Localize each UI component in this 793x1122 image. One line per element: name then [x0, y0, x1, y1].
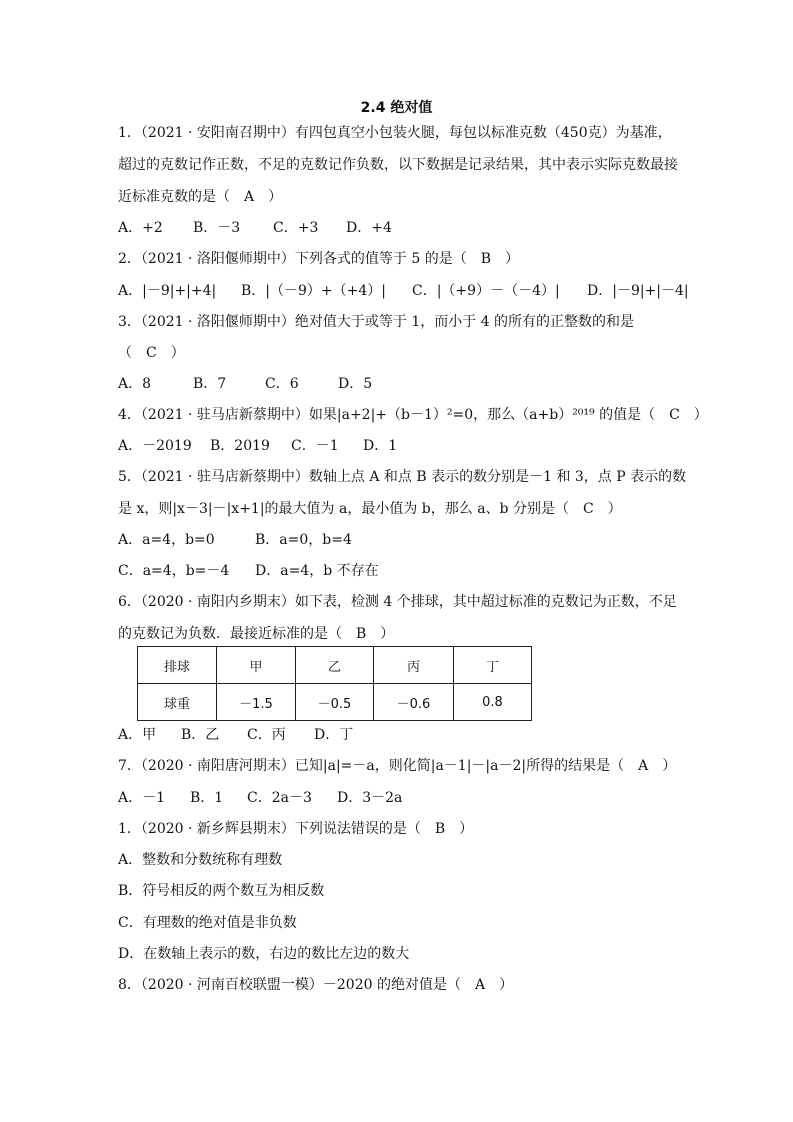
q1-line2: 超过的克数记作正数，不足的克数记作负数，以下数据是记录结果，其中表示实际克数最接: [118, 157, 678, 173]
q2-option-c: C．|（+9）－（－4）|: [412, 283, 560, 299]
q7-option-b: B．1: [190, 790, 224, 806]
q6-line1: 6．（2020 · 南阳内乡期末）如下表，检测 4 个排球，其中超过标准的克数记为正数，不足: [118, 594, 677, 610]
q6-option-b: B．乙: [181, 727, 220, 743]
q5-line1: 5．（2021 · 驻马店新蔡期中）数轴上点 A 和点 B 表示的数分别是－1 和 3，点 P 表示的数: [118, 469, 687, 485]
q9-line1: 8．（2020 · 河南百校联盟一模）－2020 的绝对值是（ A ）: [118, 977, 514, 993]
q7-option-c: C．2a－3: [247, 790, 312, 806]
q6-option-d: D．丁: [314, 727, 354, 743]
q5-option-d: D．a=4，b 不存在: [255, 563, 379, 579]
q6-option-c: C．丙: [247, 727, 286, 743]
table-cell: －0.6: [374, 684, 454, 721]
q2-option-a: A．|－9|+|+4|: [118, 283, 217, 299]
q8-line1: 1．（2020 · 新乡辉县期末）下列说法错误的是（ B ）: [118, 821, 474, 837]
table-cell: 甲: [217, 647, 296, 684]
q8-option-a: A．整数和分数统称有理数: [118, 852, 283, 868]
q1-option-c: C．+3: [273, 220, 319, 236]
q3-line1: 3．（2021 · 洛阳偃师期中）绝对值大于或等于 1，而小于 4 的所有的正整数的和是: [118, 314, 635, 330]
q6-line2: 的克数记为负数．最接近标准的是（ B ）: [118, 626, 395, 642]
q3-option-d: D．5: [338, 376, 373, 392]
page-title: 2.4 绝对值: [360, 100, 433, 116]
table-cell: 排球: [138, 647, 217, 684]
table-row: [138, 684, 532, 721]
q4-option-d: D．1: [363, 438, 398, 454]
q3-option-b: B．7: [193, 376, 227, 392]
table-cell: －1.5: [217, 684, 296, 721]
q1-line3: 近标准克数的是（ A ）: [118, 189, 283, 205]
q6-option-a: A．甲: [118, 727, 157, 743]
table-header-row: [138, 647, 532, 684]
q7-option-d: D．3－2a: [337, 790, 403, 806]
q4-option-b: B．2019: [210, 438, 270, 454]
q2-option-b: B．|（－9）+（+4）|: [241, 283, 386, 299]
q1-option-d: D．+4: [346, 220, 392, 236]
q8-option-b: B．符号相反的两个数互为相反数: [118, 883, 325, 899]
q2-option-d: D．|－9|+|－4|: [587, 283, 689, 299]
table-cell: －0.5: [296, 684, 374, 721]
q5-option-a: A．a=4，b=0: [118, 532, 215, 548]
q5-option-c: C．a=4，b=－4: [118, 563, 230, 579]
q8-option-c: C．有理数的绝对值是非负数: [118, 915, 297, 931]
q5-option-b: B．a=0，b=4: [255, 532, 352, 548]
q1-line1: 1．（2021 · 安阳南召期中）有四包真空小包装火腿，每包以标准克数（450克）为基准，: [118, 125, 672, 141]
q1-option-a: A．+2: [118, 220, 163, 236]
q1-option-b: B．－3: [193, 220, 241, 236]
q7-line1: 7．（2020 · 南阳唐河期末）已知|a|=－a，则化简|a－1|－|a－2|所得的结果是（ A ）: [118, 758, 677, 774]
table-cell: 丁: [454, 647, 532, 684]
table-cell: 乙: [296, 647, 374, 684]
table-cell: 0.8: [454, 684, 532, 721]
q2-line1: 2．（2021 · 洛阳偃师期中）下列各式的值等于 5 的是（ B ）: [118, 251, 519, 267]
q4-option-c: C．－1: [291, 438, 339, 454]
table-cell: 球重: [138, 684, 217, 721]
q5-line2: 是 x，则|x－3|－|x+1|的最大值为 a，最小值为 b，那么 a、b 分别是（ C ）: [118, 501, 622, 517]
q3-option-a: A．8: [118, 376, 152, 392]
ball-weight-table: [137, 646, 532, 721]
q7-option-a: A．－1: [118, 790, 166, 806]
q4-line1: 4．（2021 · 驻马店新蔡期中）如果|a+2|+（b－1）²=0，那么（a+b）²⁰¹⁹ 的值是（ C ）: [118, 407, 708, 423]
q3-option-c: C．6: [265, 376, 299, 392]
q8-option-d: D．在数轴上表示的数，右边的数比左边的数大: [118, 946, 410, 962]
q4-option-a: A．－2019: [118, 438, 192, 454]
q3-line2: （ C ）: [118, 345, 185, 361]
table-cell: 丙: [374, 647, 454, 684]
